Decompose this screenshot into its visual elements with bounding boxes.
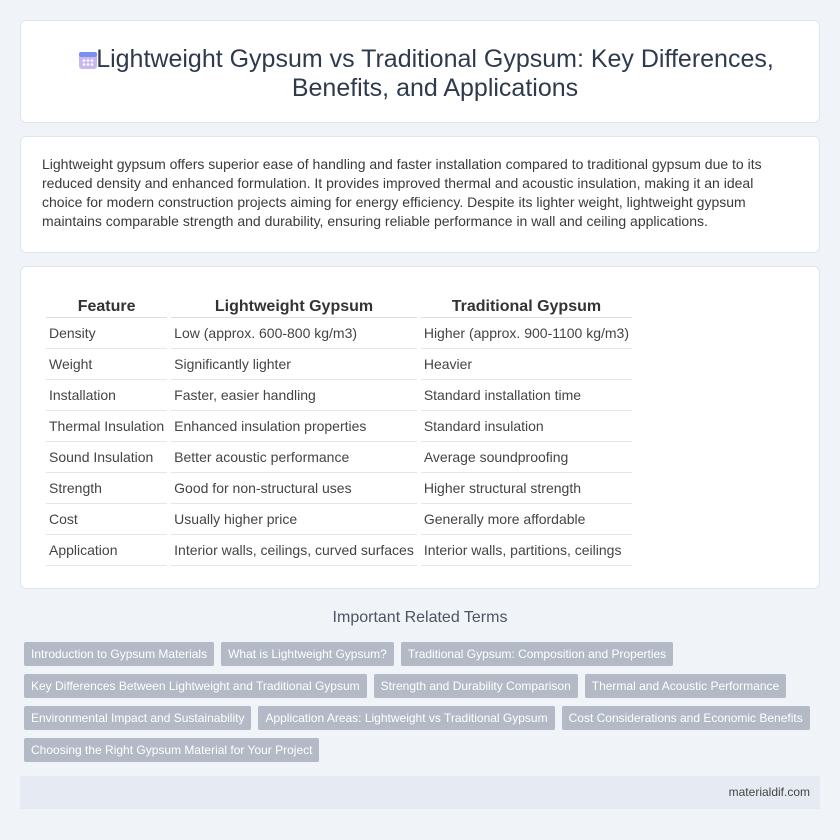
table-cell: Application [46, 535, 167, 566]
related-term-link[interactable]: What is Lightweight Gypsum? [221, 642, 394, 666]
table-cell: Generally more affordable [421, 504, 632, 535]
table-cell: Faster, easier handling [171, 380, 417, 411]
table-cell: Standard insulation [421, 411, 632, 442]
table-cell: Enhanced insulation properties [171, 411, 417, 442]
related-terms-list [24, 642, 824, 770]
table-row [46, 473, 632, 504]
table-cell: Usually higher price [171, 504, 417, 535]
table-cell: Good for non-structural uses [171, 473, 417, 504]
table-cell: Low (approx. 600-800 kg/m3) [171, 318, 417, 349]
table-row [46, 535, 632, 566]
related-term-link[interactable]: Environmental Impact and Sustainability [24, 706, 251, 730]
table-cell: Strength [46, 473, 167, 504]
table-cell: Interior walls, ceilings, curved surfaces [171, 535, 417, 566]
table-row [46, 442, 632, 473]
column-header: Traditional Gypsum [421, 296, 632, 318]
table-row [46, 318, 632, 349]
table-cell: Higher (approx. 900-1100 kg/m3) [421, 318, 632, 349]
table-cell: Standard installation time [421, 380, 632, 411]
table-cell: Thermal Insulation [46, 411, 167, 442]
related-term-link[interactable]: Application Areas: Lightweight vs Traditional Gypsum [258, 706, 554, 730]
related-term-link[interactable]: Key Differences Between Lightweight and Traditional Gypsum [24, 674, 367, 698]
comparison-table-card [20, 266, 820, 589]
intro-text: Lightweight gypsum offers superior ease of handling and faster installation compared to traditional gypsum due to its reduced density and enhanced formulation. It provides improved thermal and acoustic insulation, making it an ideal choice for modern construction projects aiming for energy efficiency. Despite its lighter weight, lightweight gypsum maintains comparable strength and durability, ensuring reliable performance in wall and ceiling applications. [42, 156, 762, 229]
table-cell: Higher structural strength [421, 473, 632, 504]
intro-card [20, 136, 820, 253]
table-cell: Installation [46, 380, 167, 411]
header-card [20, 20, 820, 123]
comparison-table [42, 296, 636, 566]
table-cell: Heavier [421, 349, 632, 380]
related-term-link[interactable]: Traditional Gypsum: Composition and Properties [401, 642, 673, 666]
related-terms-heading: Important Related Terms [332, 609, 508, 626]
table-header-row [46, 296, 632, 318]
related-term-link[interactable]: Choosing the Right Gypsum Material for Your Project [24, 738, 319, 762]
footer [20, 776, 820, 809]
column-header: Feature [46, 296, 167, 318]
page-title: Lightweight Gypsum vs Traditional Gypsum: Key Differences, Benefits, and Applications [96, 45, 774, 102]
table-cell: Average soundproofing [421, 442, 632, 473]
related-term-link[interactable]: Strength and Durability Comparison [374, 674, 578, 698]
table-cell: Significantly lighter [171, 349, 417, 380]
table-row [46, 411, 632, 442]
table-row [46, 349, 632, 380]
table-row [46, 380, 632, 411]
table-cell: Weight [46, 349, 167, 380]
table-cell: Sound Insulation [46, 442, 167, 473]
related-term-link[interactable]: Cost Considerations and Economic Benefits [562, 706, 810, 730]
table-cell: Interior walls, partitions, ceilings [421, 535, 632, 566]
column-header: Lightweight Gypsum [171, 296, 417, 318]
related-term-link[interactable]: Thermal and Acoustic Performance [585, 674, 786, 698]
table-cell: Density [46, 318, 167, 349]
footer-site[interactable]: materialdif.com [728, 785, 810, 799]
related-term-link[interactable]: Introduction to Gypsum Materials [24, 642, 214, 666]
table-cell: Better acoustic performance [171, 442, 417, 473]
table-row [46, 504, 632, 535]
table-cell: Cost [46, 504, 167, 535]
